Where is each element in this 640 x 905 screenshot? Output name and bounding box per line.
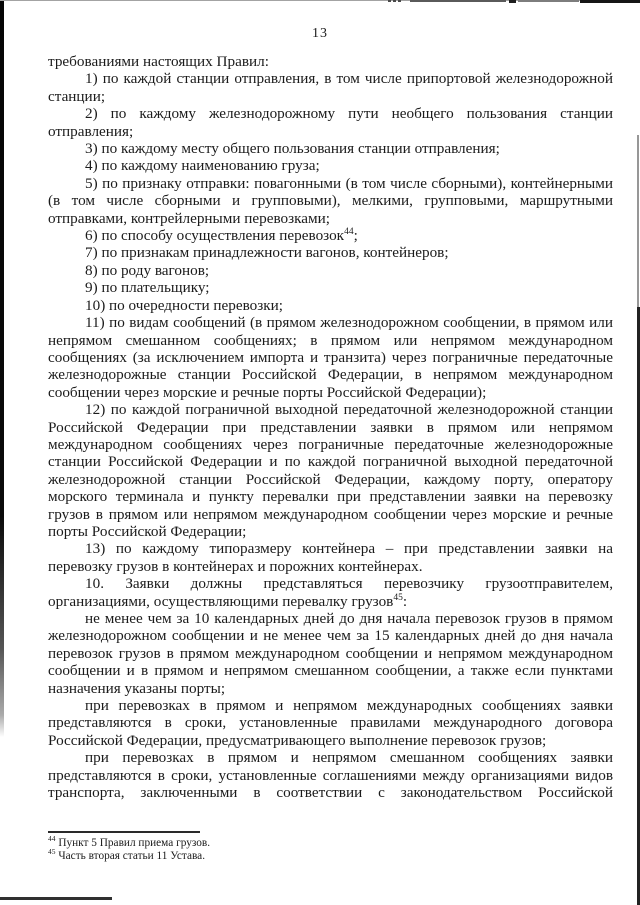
list-item-8: 8) по роду вагонов; xyxy=(85,261,210,279)
subparagraph-2: при перевозках в прямом и непрямом международных сообщениях заявки представляются в сроки, установленные правилами международного договора Российской Федерации, предусматривающего выполнение перевозок грузов; xyxy=(48,697,613,749)
scan-mark-bottom-left xyxy=(0,897,112,900)
subparagraph-1: не менее чем за 10 календарных дней до дня начала перевозок грузов в прямом железнодорожном сообщении и не менее чем за 15 календарных дней до дня начала перевозок грузов в прямом международном сообщении и непрямом международном сообщении и в прямом и непрямом смешанном сообщении, а также если пунктами назначения указаны порты; xyxy=(48,610,613,697)
footnote-44-text: Пункт 5 Правил приема грузов. xyxy=(58,837,211,849)
intro-paragraph: требованиями настоящих Правил: xyxy=(48,53,269,70)
list-item-11: 11) по видам сообщений (в прямом железнодорожном сообщении, в прямом или непрямом смешанном сообщениях; в прямом или непрямом международном сообщениях (за исключением импорта и транзита) через пограничные передаточные железнодорожные станции Российской Федерации, в непрямом международном сообщении через морские и речные порты Российской Федерации); xyxy=(48,314,613,401)
scan-border-top-mark xyxy=(398,0,401,2)
list-item-13: 13) по каждому типоразмеру контейнера – при представлении заявки на перевозку грузов в контейнерах и порожних контейнерах. xyxy=(48,540,613,575)
scan-border-top-mark xyxy=(388,0,391,2)
list-item-6 xyxy=(48,227,613,244)
list-item-9: 9) по плательщику; xyxy=(85,279,210,297)
subparagraph-3: при перевозках в прямом и непрямом смешанном сообщениях заявки представляются в сроки, установленные соглашениями между организациями видов транспорта, заключенными в соответствии с законодательством Российской xyxy=(48,749,613,802)
scan-border-right-upper xyxy=(637,135,639,307)
scan-border-top-segment xyxy=(509,0,516,3)
list-item-1: 1) по каждой станции отправления, в том числе припортовой железнодорожной станции; xyxy=(48,70,613,105)
scan-border-top-segment xyxy=(410,0,506,2)
list-item-2: 2) по каждому железнодорожному пути необщего пользования станции отправления; xyxy=(48,105,613,140)
clause-10-text: 10. Заявки должны представляться перевозчику грузоотправителем, организациями, осуществляющими перевалку грузов xyxy=(48,575,613,610)
footnotes-block xyxy=(48,831,613,864)
list-item-5: 5) по признаку отправки: повагонными (в том числе сборными), контейнерными (в том числе сборными и групповыми), мелкими, групповыми, маршрутными отправками, контрейлерными перевозками; xyxy=(48,174,613,227)
clause-10-tail: : xyxy=(402,592,408,610)
footnote-ref-45: 45 xyxy=(393,592,403,603)
scan-border-left xyxy=(0,0,4,737)
clause-10-paragraph xyxy=(48,575,613,610)
footnote-ref-44: 44 xyxy=(344,227,354,237)
body-text xyxy=(48,53,613,801)
footnote-separator xyxy=(48,831,200,833)
scan-border-top-segment xyxy=(580,0,640,3)
footnote-45 xyxy=(48,847,613,863)
scan-border-top-segment xyxy=(518,0,579,2)
footnote-44 xyxy=(48,834,613,850)
list-item-4: 4) по каждому наименованию груза; xyxy=(85,157,320,175)
list-item-10: 10) по очередности перевозки; xyxy=(85,296,283,314)
list-item-7: 7) по признакам принадлежности вагонов, контейнеров; xyxy=(85,244,449,262)
list-item-6-text: 6) по способу осуществления перевозок xyxy=(85,227,345,245)
page-number: 13 xyxy=(312,26,328,41)
footnote-44-marker: 44 xyxy=(48,834,56,844)
list-item-12: 12) по каждой пограничной выходной передаточной железнодорожной станции Российской Федерации при представлении заявки в прямом или непрямом международном сообщениях через пограничные передаточные железнодорожные станции Российской Федерации и по каждой пограничной выходной передаточной железнодорожной станции Российской Федерации, каждому порту, оператору морского терминала и пункту перевалки при представлении заявки на перевозку грузов в прямом или непрямом международном сообщении через морские и речные порты Российской Федерации; xyxy=(48,401,613,540)
list-item-6-tail: ; xyxy=(353,227,358,245)
footnote-45-marker: 45 xyxy=(48,847,56,857)
footnote-45-text: Часть вторая статьи 11 Устава. xyxy=(58,850,206,863)
scan-border-top-mark xyxy=(393,0,396,2)
list-item-3: 3) по каждому месту общего пользования станции отправления; xyxy=(85,140,500,158)
